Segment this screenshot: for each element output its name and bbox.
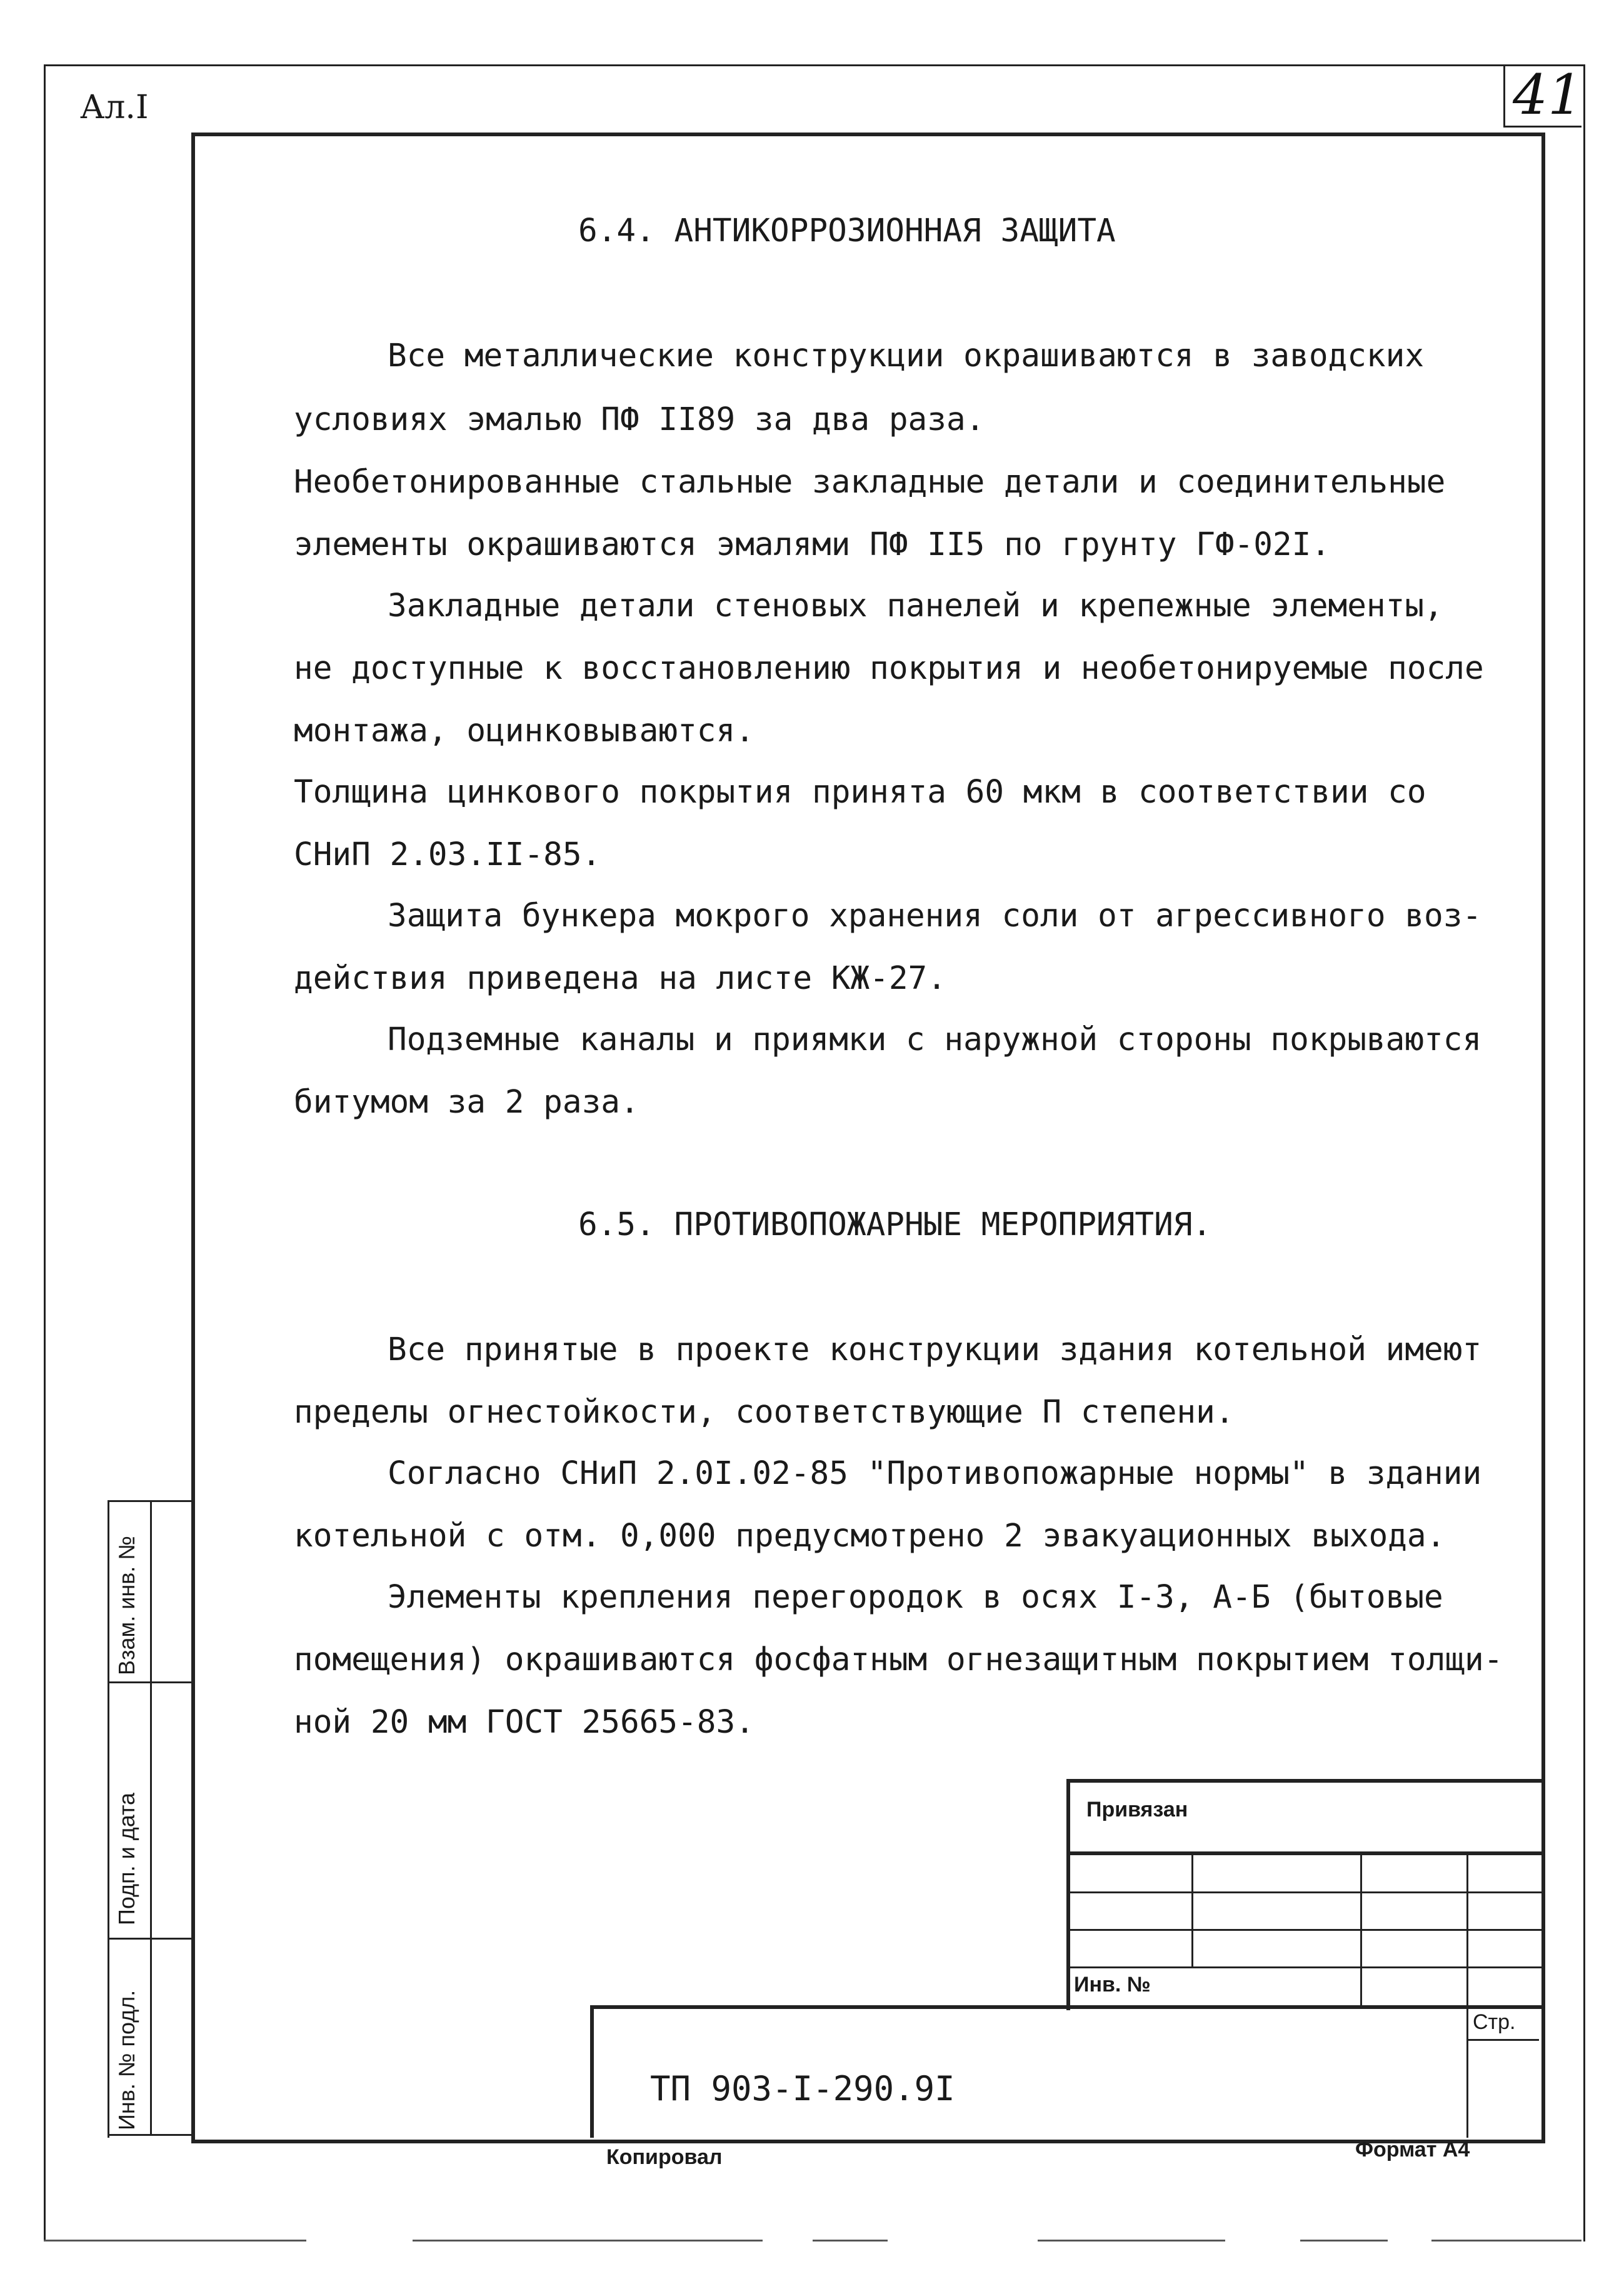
title-block-vline xyxy=(1191,1851,1193,1966)
doc-code-box-top xyxy=(593,2005,1541,2009)
side-label-vzam: Взам. инв. № xyxy=(114,1535,139,1675)
title-block-top xyxy=(1069,1779,1541,1783)
frame-bottom-edge xyxy=(1038,2240,1225,2241)
title-block-line xyxy=(1069,1891,1541,1893)
page-box-divider xyxy=(1466,2039,1539,2041)
copied-by-label: Копировал xyxy=(606,2145,723,2169)
frame-bottom-edge xyxy=(44,2240,306,2241)
text-line: не доступные к восстановлению покрытия и необетонируемые после xyxy=(294,650,1484,687)
side-label-inv-podl: Инв. № подл. xyxy=(114,1990,139,2130)
text-line: котельной с отм. 0,000 предусмотрено 2 эвакуационных выхода. xyxy=(294,1518,1446,1555)
title-block-left xyxy=(1066,1779,1070,2010)
format-label: Формат А4 xyxy=(1355,2138,1470,2161)
doc-code: ТП 903-I-290.9I xyxy=(650,2069,955,2108)
text-line: Необетонированные стальные закладные детали и соединительные xyxy=(294,464,1446,501)
inv-no-label: Инв. № xyxy=(1074,1973,1151,1996)
text-line: элементы окрашиваются эмалями ПФ II5 по грунту ГФ-02I. xyxy=(294,526,1331,563)
title-block-vline xyxy=(1466,1851,1468,2008)
text-line: Все принятые в проекте конструкции здания котельной имеют xyxy=(388,1331,1482,1368)
frame-bottom-edge xyxy=(413,2240,763,2241)
side-label-podp: Подп. и дата xyxy=(114,1792,139,1925)
title-block-vline xyxy=(1360,1851,1362,2008)
side-stamp-vline xyxy=(150,1500,152,2136)
frame-bottom-edge xyxy=(1300,2240,1388,2241)
text-line: ной 20 мм ГОСТ 25665-83. xyxy=(294,1704,754,1741)
text-line: Подземные каналы и приямки с наружной стороны покрываются xyxy=(388,1021,1482,1058)
title-block-line xyxy=(1069,1851,1541,1855)
frame-bottom-edge xyxy=(813,2240,888,2241)
sheet-number: 41 xyxy=(1513,63,1583,127)
doc-code-box-left xyxy=(590,2005,594,2138)
text-line: действия приведена на листе КЖ-27. xyxy=(294,960,946,997)
text-line: СНиП 2.03.II-85. xyxy=(294,836,601,873)
text-line: условиях эмалью ПФ II89 за два раза. xyxy=(294,401,985,438)
text-line: пределы огнестойкости, соответствующие П степени. xyxy=(294,1394,1235,1431)
section-64-title: 6.4. АНТИКОРРОЗИОННАЯ ЗАЩИТА xyxy=(578,213,1116,249)
text-line: Элементы крепления перегородок в осях I-3, А-Б (бытовые xyxy=(388,1579,1443,1616)
side-stamp-divider xyxy=(108,2134,191,2136)
page-box-left xyxy=(1466,2005,1468,2138)
text-line: Закладные детали стеновых панелей и крепежные элементы, xyxy=(388,588,1443,624)
text-line: помещения) окрашиваются фосфатным огнезащитным покрытием толщи- xyxy=(294,1641,1503,1678)
text-line: Согласно СНиП 2.0I.02-85 "Противопожарные нормы" в здании xyxy=(388,1455,1482,1492)
side-stamp-divider xyxy=(108,1681,191,1683)
side-stamp-divider xyxy=(108,1938,191,1940)
page-label: Стр. xyxy=(1473,2010,1516,2034)
text-line: монтажа, оцинковываются. xyxy=(294,713,754,749)
title-block-line xyxy=(1069,1966,1541,1968)
text-line: Толщина цинкового покрытия принята 60 мкм в соответствии со xyxy=(294,774,1426,811)
text-line: Защита бункера мокрого хранения соли от агрессивного воз- xyxy=(388,898,1482,934)
text-line: битумом за 2 раза. xyxy=(294,1084,639,1121)
text-line: Все металлические конструкции окрашиваются в заводских xyxy=(388,338,1425,374)
sheet-label: Ал.I xyxy=(80,89,149,126)
frame-bottom-edge xyxy=(1431,2240,1581,2241)
section-65-title: 6.5. ПРОТИВОПОЖАРНЫЕ МЕРОПРИЯТИЯ. xyxy=(578,1206,1212,1243)
title-block-line xyxy=(1069,1929,1541,1931)
privyazan-label: Привязан xyxy=(1086,1798,1188,1821)
